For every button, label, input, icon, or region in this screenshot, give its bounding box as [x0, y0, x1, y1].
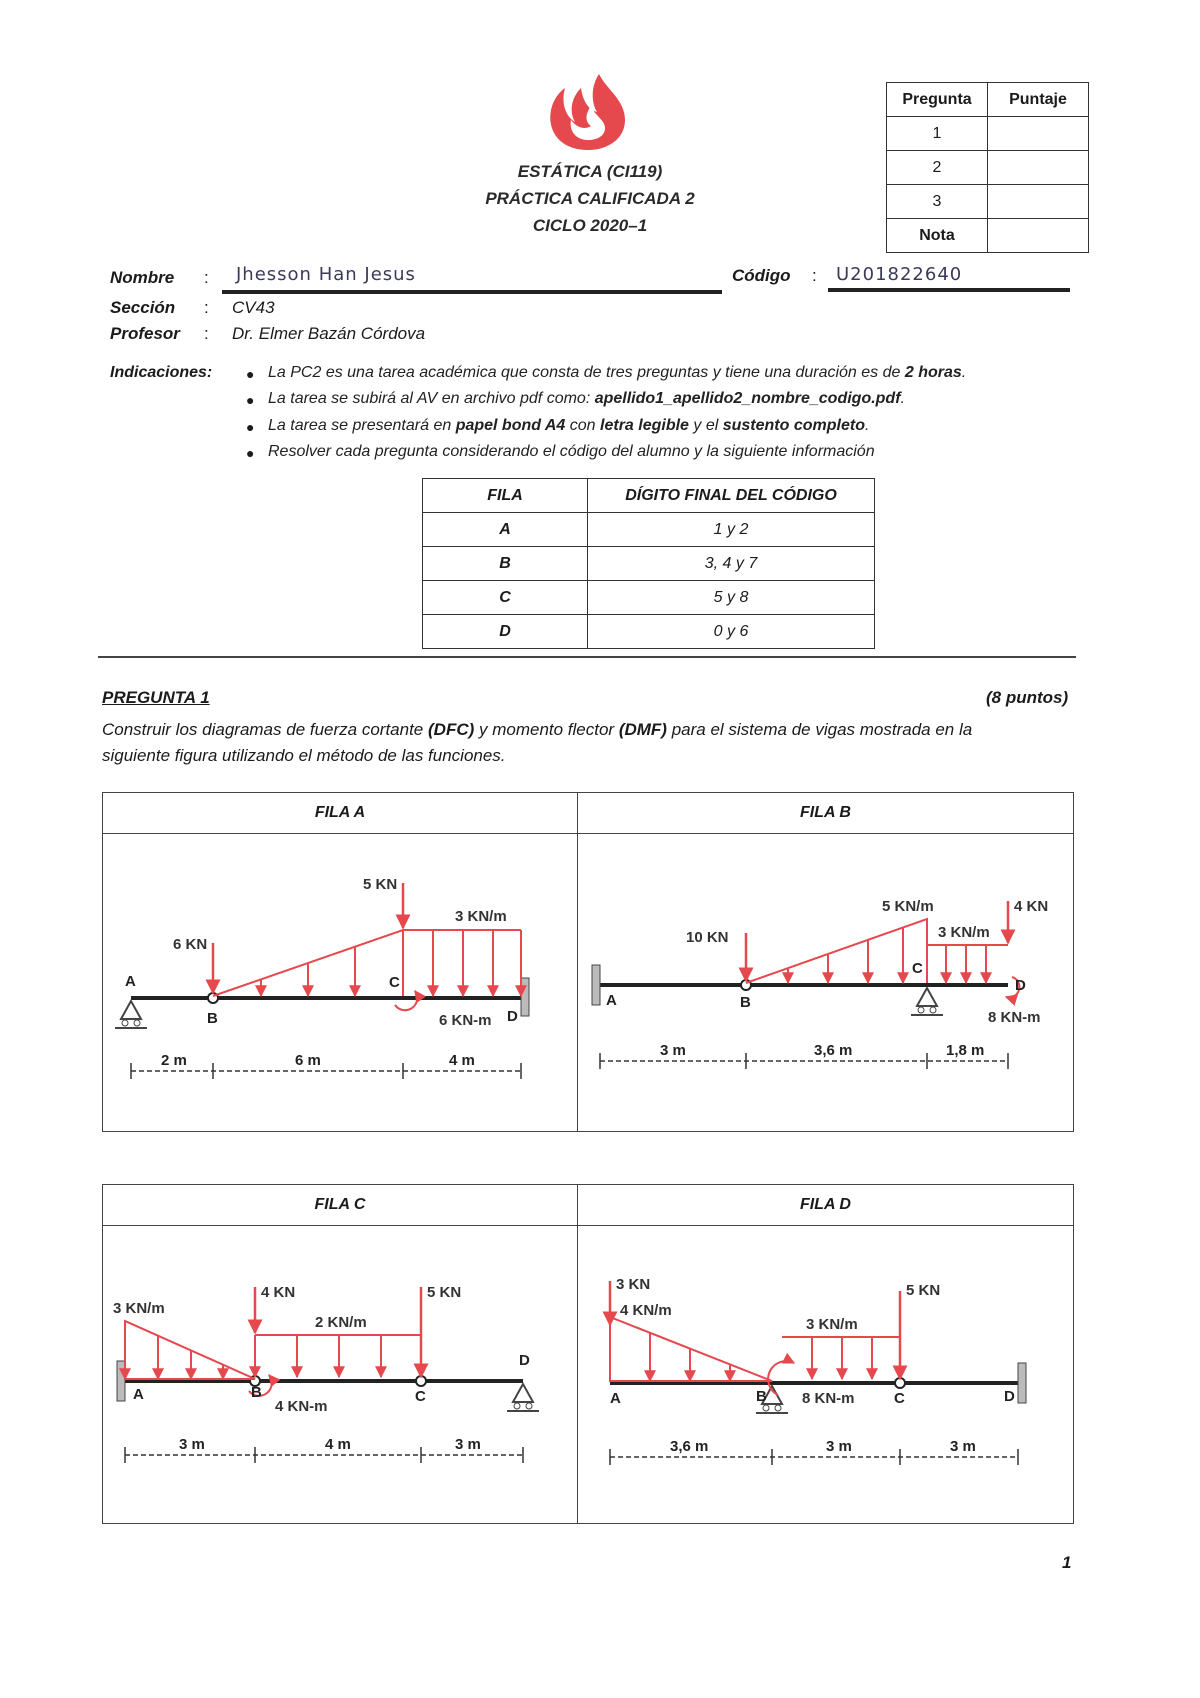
exam-title: PRÁCTICA CALIFICADA 2 [485, 189, 695, 208]
fila-header-digit: DÍGITO FINAL DEL CÓDIGO [588, 479, 875, 513]
dimension-label: 3 m [455, 1436, 481, 1453]
instruction-item: La tarea se subirá al AV en archivo pdf como: apellido1_apellido2_nombre_codigo.pdf. [268, 390, 905, 407]
moment-icon [395, 991, 417, 1010]
score-cell [988, 185, 1089, 219]
panel-title: FILA D [578, 1185, 1073, 1226]
cycle-title: CICLO 2020–1 [532, 216, 648, 235]
point-label: D [1015, 977, 1026, 994]
figure-panel-fila-d [577, 1184, 1074, 1524]
point-label: C [415, 1388, 426, 1405]
beam-diagram-fila-b [578, 793, 1073, 1131]
dimension-label: 3 m [950, 1438, 976, 1455]
fila-cell: B [423, 547, 588, 581]
dimension-label: 3 m [179, 1436, 205, 1453]
name-underline [222, 290, 722, 294]
score-header-score: Puntaje [988, 83, 1089, 117]
roller-support-icon [115, 1001, 147, 1028]
load-label: 3 KN/m [938, 924, 990, 941]
fixed-wall-icon [592, 965, 600, 1005]
dimension-label: 3 m [660, 1042, 686, 1059]
load-label: 3 KN/m [113, 1300, 165, 1317]
digit-cell: 3, 4 y 7 [588, 547, 875, 581]
instruction-item: Resolver cada pregunta considerando el código del alumno y la siguiente información [268, 443, 875, 460]
dimension-label: 1,8 m [946, 1042, 985, 1059]
colon: : [812, 266, 817, 285]
upc-logo [545, 72, 631, 152]
moment-label: 8 KN-m [988, 1009, 1041, 1026]
load-label: 5 KN [906, 1282, 941, 1299]
code-underline [828, 288, 1070, 292]
digit-cell: 5 y 8 [588, 581, 875, 615]
moment-label: 4 KN-m [275, 1398, 328, 1415]
section-value: CV43 [232, 298, 275, 317]
score-cell [988, 117, 1089, 151]
hinge-icon [416, 1376, 426, 1386]
point-label: C [912, 960, 923, 977]
dimension-label: 3 m [826, 1438, 852, 1455]
point-label: B [207, 1010, 218, 1027]
panel-title: FILA C [103, 1185, 577, 1226]
beam-diagram-fila-c [103, 1185, 577, 1523]
question-points: (8 puntos) [986, 688, 1069, 707]
digit-cell: 1 y 2 [588, 513, 875, 547]
question-text-line2: siguiente figura utilizando el método de las funciones. [102, 746, 506, 765]
point-label: B [756, 1388, 767, 1405]
score-row-question: 2 [887, 151, 988, 185]
point-label: B [740, 994, 751, 1011]
load-label: 4 KN [1014, 898, 1049, 915]
score-row-question: 1 [887, 117, 988, 151]
name-value: Jhesson Han Jesus [236, 264, 416, 285]
point-label: B [251, 1384, 262, 1401]
load-label: 3 KN/m [806, 1316, 858, 1333]
load-label: 2 KN/m [315, 1314, 367, 1331]
instruction-item: La PC2 es una tarea académica que consta de tres preguntas y tiene una duración es de 2 horas. [268, 364, 967, 381]
colon: : [204, 268, 209, 287]
figure-panel-fila-a [102, 792, 578, 1132]
question-text-line1: Construir los diagramas de fuerza cortante (DFC) y momento flector (DMF) para el sistema de vigas mostrada en la [102, 720, 973, 739]
load-label: 5 KN [427, 1284, 462, 1301]
score-row-question: 3 [887, 185, 988, 219]
fixed-wall-icon [521, 978, 529, 1016]
score-header-question: Pregunta [887, 83, 988, 117]
page-number: 1 [1062, 1553, 1072, 1572]
bullet-icon: ● [246, 445, 255, 461]
question-title: PREGUNTA 1 [102, 688, 210, 707]
load-label: 6 KN [173, 936, 208, 953]
score-table [886, 82, 1089, 253]
beam-diagram-fila-d [578, 1185, 1073, 1523]
point-label: A [610, 1390, 621, 1407]
point-label: A [606, 992, 617, 1009]
dimension-label: 4 m [325, 1436, 351, 1453]
fila-cell: C [423, 581, 588, 615]
moment-label: 8 KN-m [802, 1390, 855, 1407]
divider [98, 656, 1076, 658]
point-label: D [519, 1352, 530, 1369]
load-label: 10 KN [686, 929, 729, 946]
fixed-wall-icon [117, 1361, 125, 1401]
dimension-label: 6 m [295, 1052, 321, 1069]
figure-panel-fila-c [102, 1184, 578, 1524]
colon: : [204, 298, 209, 317]
instructions-label: Indicaciones: [110, 364, 213, 381]
load-label: 3 KN [616, 1276, 651, 1293]
bullet-icon: ● [246, 392, 255, 408]
point-label: D [1004, 1388, 1015, 1405]
score-total-label: Nota [887, 219, 988, 253]
moment-icon [768, 1361, 794, 1395]
point-label: C [894, 1390, 905, 1407]
bullet-icon: ● [246, 419, 255, 435]
figure-panel-fila-b [577, 792, 1074, 1132]
panel-title: FILA A [103, 793, 577, 834]
professor-label: Profesor [110, 324, 180, 343]
professor-value: Dr. Elmer Bazán Córdova [232, 324, 426, 343]
fila-header-row: FILA [423, 479, 588, 513]
panel-title: FILA B [578, 793, 1073, 834]
digit-cell: 0 y 6 [588, 615, 875, 649]
fila-cell: D [423, 615, 588, 649]
point-label: C [389, 974, 400, 991]
dimension-label: 3,6 m [814, 1042, 853, 1059]
instruction-item: La tarea se presentará en papel bond A4 con letra legible y el sustento completo. [268, 417, 870, 434]
code-label: Código [732, 266, 791, 285]
fixed-wall-icon [1018, 1363, 1026, 1403]
dimension-label: 2 m [161, 1052, 187, 1069]
bullet-icon: ● [246, 366, 255, 382]
dimension-label: 3,6 m [670, 1438, 709, 1455]
load-label: 5 KN [363, 876, 398, 893]
fila-cell: A [423, 513, 588, 547]
load-label: 5 KN/m [882, 898, 934, 915]
code-value: U201822640 [836, 264, 963, 285]
fila-table [422, 478, 875, 649]
point-label: A [133, 1386, 144, 1403]
moment-label: 6 KN-m [439, 1012, 492, 1029]
colon: : [204, 324, 209, 343]
score-cell [988, 151, 1089, 185]
load-label: 4 KN [261, 1284, 296, 1301]
beam-diagram-fila-a [103, 793, 577, 1131]
dimension-label: 4 m [449, 1052, 475, 1069]
roller-support-icon [507, 1384, 539, 1411]
section-label: Sección [110, 298, 176, 317]
hinge-icon [895, 1378, 905, 1388]
name-label: Nombre [110, 268, 175, 287]
score-total-cell [988, 219, 1089, 253]
load-label: 3 KN/m [455, 908, 507, 925]
point-label: A [125, 973, 136, 990]
load-label: 4 KN/m [620, 1302, 672, 1319]
point-label: D [507, 1008, 518, 1025]
course-title: ESTÁTICA (CI119) [517, 162, 663, 181]
roller-support-icon [911, 988, 943, 1015]
